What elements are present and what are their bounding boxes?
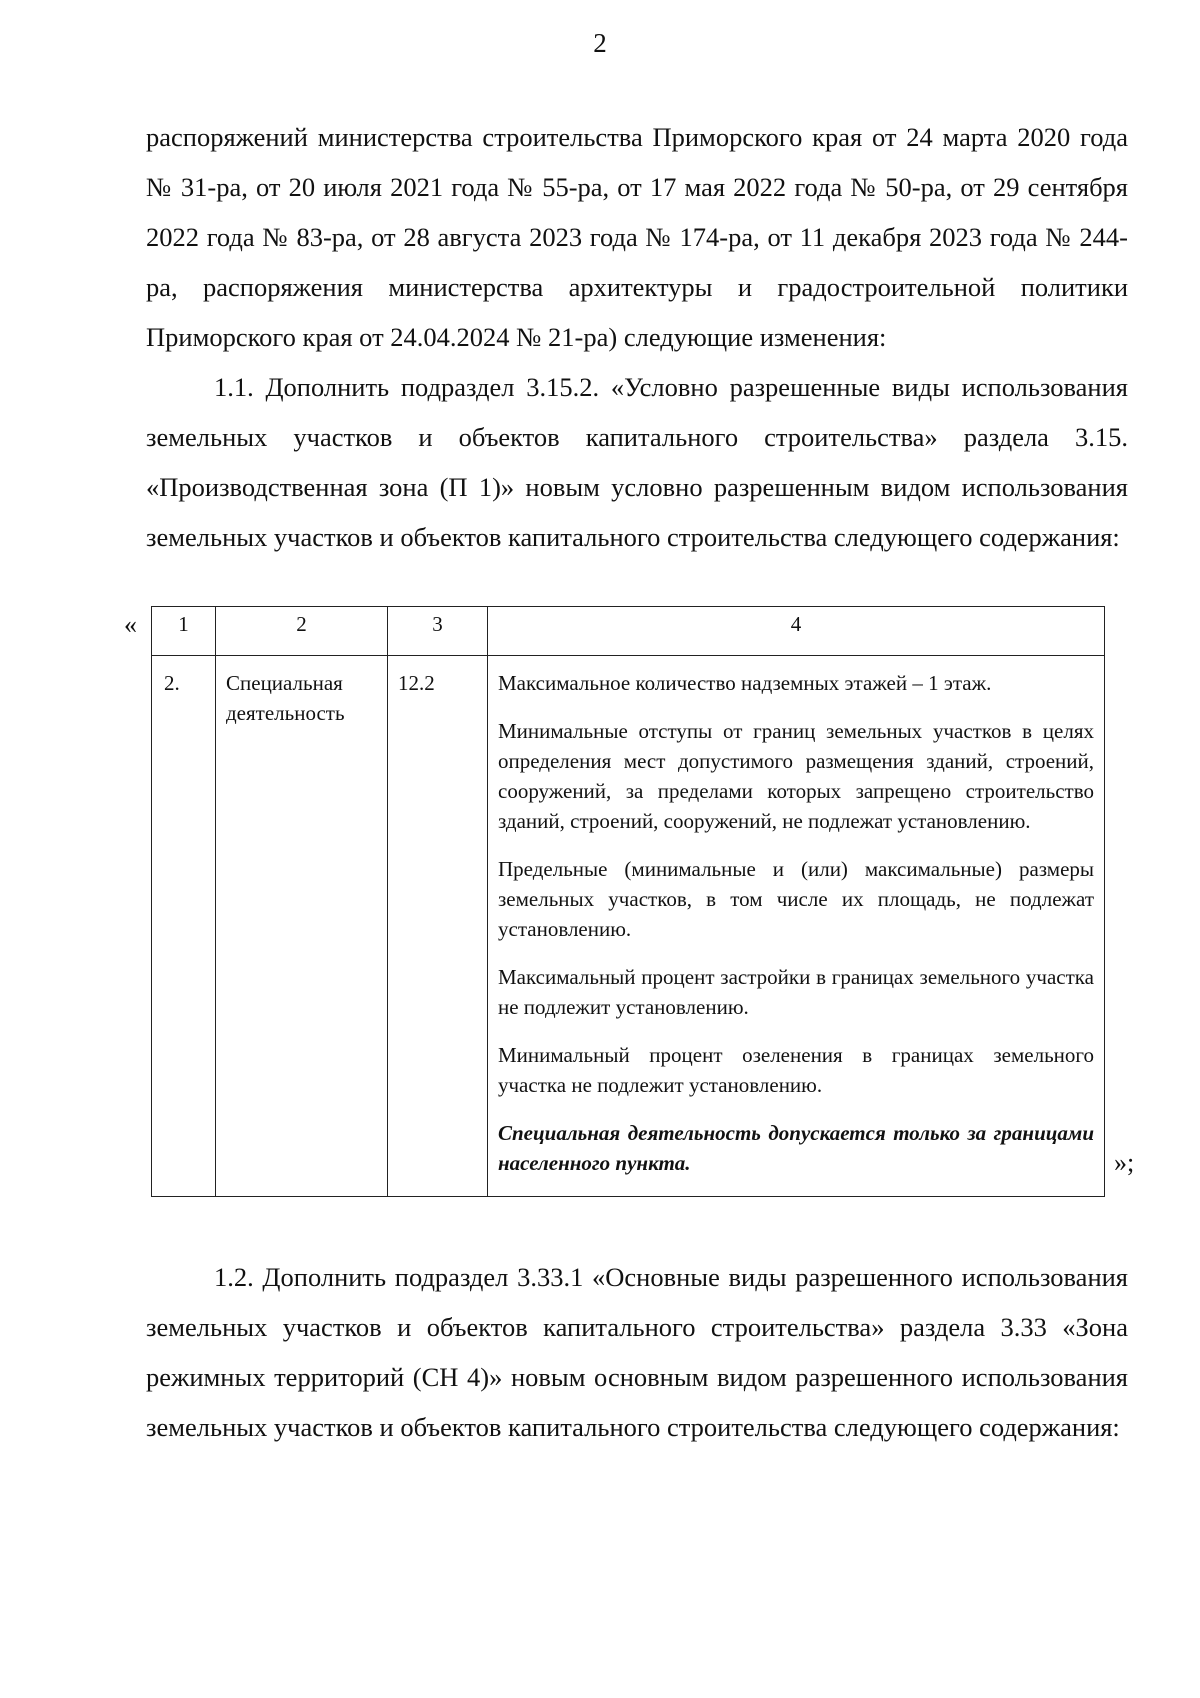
table-row	[152, 656, 1105, 1197]
table-header-cell: 2	[216, 607, 388, 656]
table-header-cell: 1	[152, 607, 216, 656]
item-1-2-text: 1.2. Дополнить подраздел 3.33.1 «Основные виды разрешенного использования земельных участков и объектов капитального строительства» раздела 3.33 «Зона режимных территорий (СН 4)» новым основным видом разрешенного использования земельных участков и объектов капитального строительства следующего содержания:	[146, 1262, 1128, 1442]
opening-quote: «	[124, 610, 137, 639]
requirement-item: Предельные (минимальные и (или) максимальные) размеры земельных участков, в том числе их площадь, не подлежат установлению.	[498, 857, 1094, 941]
closing-quote: »;	[1114, 1148, 1135, 1177]
requirement-item: Минимальные отступы от границ земельных участков в целях определения мест допустимого размещения зданий, строений, сооружений, за пределами которых запрещено строительство зданий, строений, сооружений, не подлежат установлению.	[498, 719, 1094, 833]
page-number: 2	[593, 28, 607, 58]
intro-paragraph-text: распоряжений министерства строительства Приморского края от 24 марта 2020 года № 31-ра, от 20 июля 2021 года № 55-ра, от 17 мая 2022 года № 50-ра, от 29 сентября 2022 года № 83-ра, от 28 августа 2023 года № 174-ра, от 11 декабря 2023 года № 244-ра, распоряжения министерства архитектуры и градостроительной политики Приморского края от 24.04.2024 № 21-ра) следующие изменения:	[146, 122, 1128, 352]
item-1-1-paragraph	[146, 362, 1128, 562]
table-header-row	[152, 607, 1105, 656]
item-1-1-text: 1.1. Дополнить подраздел 3.15.2. «Условно разрешенные виды использования земельных участков и объектов капитального строительства» раздела 3.15. «Производственная зона (П 1)» новым условно разрешенным видом использования земельных участков и объектов капитального строительства следующего содержания:	[146, 372, 1128, 552]
use-code-cell: 12.2	[388, 656, 488, 1197]
table-header-cell: 3	[388, 607, 488, 656]
inserted-use-table	[151, 606, 1105, 1197]
intro-paragraph	[146, 112, 1128, 362]
requirement-item: Максимальный процент застройки в границах земельного участка не подлежит установлению.	[498, 965, 1094, 1019]
restriction-note: Специальная деятельность допускается только за границами населенного пункта.	[498, 1121, 1094, 1175]
row-number-cell: 2.	[152, 656, 216, 1197]
requirements-cell	[488, 656, 1105, 1197]
requirement-item: Минимальный процент озеленения в границах земельного участка не подлежит установлению.	[498, 1043, 1094, 1097]
use-name-cell: Специальная деятельность	[216, 656, 388, 1197]
table-header-cell: 4	[488, 607, 1105, 656]
item-1-2-paragraph	[146, 1252, 1128, 1452]
requirement-item: Максимальное количество надземных этажей – 1 этаж.	[498, 671, 992, 695]
